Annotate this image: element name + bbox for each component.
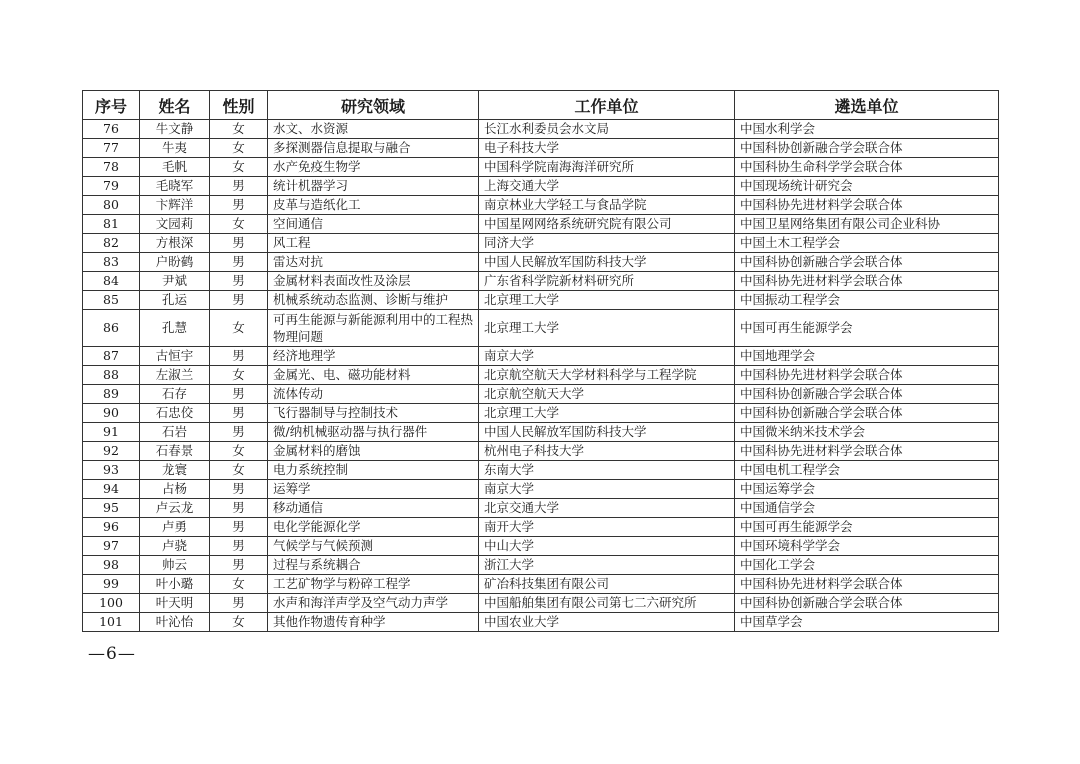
cell-name: 占杨 — [140, 480, 210, 499]
cell-nominator: 中国土木工程学会 — [735, 234, 999, 253]
cell-nominator: 中国运筹学会 — [735, 480, 999, 499]
cell-org: 上海交通大学 — [479, 177, 735, 196]
cell-name: 牛夷 — [140, 139, 210, 158]
cell-sex: 男 — [210, 537, 268, 556]
cell-nominator: 中国现场统计研究会 — [735, 177, 999, 196]
cell-name: 帅云 — [140, 556, 210, 575]
table-row — [83, 442, 999, 461]
cell-nominator: 中国卫星网络集团有限公司企业科协 — [735, 215, 999, 234]
cell-nominator: 中国科协创新融合学会联合体 — [735, 404, 999, 423]
cell-nominator: 中国可再生能源学会 — [735, 310, 999, 347]
cell-name: 古恒宇 — [140, 347, 210, 366]
cell-name: 叶沁怡 — [140, 613, 210, 632]
cell-name: 石存 — [140, 385, 210, 404]
cell-sex: 男 — [210, 556, 268, 575]
cell-sex: 男 — [210, 234, 268, 253]
cell-no: 95 — [83, 499, 140, 518]
cell-no: 92 — [83, 442, 140, 461]
cell-no: 96 — [83, 518, 140, 537]
cell-name: 卢勇 — [140, 518, 210, 537]
cell-sex: 男 — [210, 177, 268, 196]
table-row — [83, 404, 999, 423]
cell-field: 金属光、电、磁功能材料 — [268, 366, 479, 385]
cell-field: 气候学与气候预测 — [268, 537, 479, 556]
table-row — [83, 575, 999, 594]
cell-sex: 女 — [210, 442, 268, 461]
cell-field: 皮革与造纸化工 — [268, 196, 479, 215]
cell-sex: 男 — [210, 518, 268, 537]
cell-field: 飞行器制导与控制技术 — [268, 404, 479, 423]
cell-sex: 男 — [210, 385, 268, 404]
cell-org: 北京航空航天大学 — [479, 385, 735, 404]
cell-org: 中国船舶集团有限公司第七二六研究所 — [479, 594, 735, 613]
cell-no: 84 — [83, 272, 140, 291]
cell-sex: 男 — [210, 272, 268, 291]
cell-no: 89 — [83, 385, 140, 404]
cell-no: 100 — [83, 594, 140, 613]
cell-org: 杭州电子科技大学 — [479, 442, 735, 461]
table-row — [83, 556, 999, 575]
cell-nominator: 中国电机工程学会 — [735, 461, 999, 480]
cell-name: 尹斌 — [140, 272, 210, 291]
cell-field: 过程与系统耦合 — [268, 556, 479, 575]
cell-sex: 女 — [210, 310, 268, 347]
cell-org: 北京理工大学 — [479, 291, 735, 310]
header-row — [83, 91, 999, 120]
cell-field: 其他作物遗传育种学 — [268, 613, 479, 632]
cell-no: 82 — [83, 234, 140, 253]
cell-nominator: 中国草学会 — [735, 613, 999, 632]
table-row — [83, 480, 999, 499]
table-row — [83, 594, 999, 613]
cell-nominator: 中国振动工程学会 — [735, 291, 999, 310]
table-row — [83, 613, 999, 632]
cell-no: 86 — [83, 310, 140, 347]
cell-name: 方根深 — [140, 234, 210, 253]
cell-no: 94 — [83, 480, 140, 499]
cell-nominator: 中国环境科学学会 — [735, 537, 999, 556]
cell-field: 电力系统控制 — [268, 461, 479, 480]
cell-name: 牛文静 — [140, 120, 210, 139]
cell-sex: 女 — [210, 613, 268, 632]
cell-org: 北京理工大学 — [479, 310, 735, 347]
cell-nominator: 中国微米纳米技术学会 — [735, 423, 999, 442]
cell-org: 矿冶科技集团有限公司 — [479, 575, 735, 594]
cell-nominator: 中国水利学会 — [735, 120, 999, 139]
table-row — [83, 272, 999, 291]
cell-org: 中国人民解放军国防科技大学 — [479, 423, 735, 442]
cell-name: 石岩 — [140, 423, 210, 442]
cell-field: 运筹学 — [268, 480, 479, 499]
cell-no: 101 — [83, 613, 140, 632]
cell-field: 机械系统动态监测、诊断与维护 — [268, 291, 479, 310]
cell-sex: 女 — [210, 461, 268, 480]
cell-sex: 女 — [210, 575, 268, 594]
cell-nominator: 中国科协创新融合学会联合体 — [735, 385, 999, 404]
cell-nominator: 中国科协先进材料学会联合体 — [735, 196, 999, 215]
cell-name: 叶天明 — [140, 594, 210, 613]
cell-org: 中国星网网络系统研究院有限公司 — [479, 215, 735, 234]
cell-field: 电化学能源化学 — [268, 518, 479, 537]
table-header — [83, 91, 999, 120]
cell-field: 雷达对抗 — [268, 253, 479, 272]
table-row — [83, 537, 999, 556]
cell-name: 卢骁 — [140, 537, 210, 556]
cell-org: 中国农业大学 — [479, 613, 735, 632]
cell-sex: 男 — [210, 404, 268, 423]
cell-name: 孔运 — [140, 291, 210, 310]
cell-no: 76 — [83, 120, 140, 139]
cell-nominator: 中国通信学会 — [735, 499, 999, 518]
cell-no: 97 — [83, 537, 140, 556]
cell-sex: 女 — [210, 215, 268, 234]
table-row — [83, 310, 999, 347]
cell-nominator: 中国化工学会 — [735, 556, 999, 575]
cell-sex: 男 — [210, 423, 268, 442]
table-row — [83, 215, 999, 234]
cell-field: 统计机器学习 — [268, 177, 479, 196]
page-number: —6— — [88, 644, 136, 664]
table-row — [83, 139, 999, 158]
cell-field: 工艺矿物学与粉碎工程学 — [268, 575, 479, 594]
cell-org: 东南大学 — [479, 461, 735, 480]
header-no: 序号 — [83, 91, 140, 120]
cell-sex: 男 — [210, 291, 268, 310]
cell-org: 同济大学 — [479, 234, 735, 253]
cell-sex: 男 — [210, 347, 268, 366]
cell-no: 90 — [83, 404, 140, 423]
cell-nominator: 中国科协先进材料学会联合体 — [735, 366, 999, 385]
cell-no: 83 — [83, 253, 140, 272]
cell-name: 卞辉洋 — [140, 196, 210, 215]
table-body — [83, 120, 999, 632]
table-row — [83, 385, 999, 404]
cell-nominator: 中国可再生能源学会 — [735, 518, 999, 537]
table-row — [83, 253, 999, 272]
cell-nominator: 中国科协生命科学学会联合体 — [735, 158, 999, 177]
table-row — [83, 158, 999, 177]
table-row — [83, 518, 999, 537]
cell-nominator: 中国科协创新融合学会联合体 — [735, 253, 999, 272]
cell-field: 微/纳机械驱动器与执行器件 — [268, 423, 479, 442]
cell-sex: 女 — [210, 120, 268, 139]
header-sex: 性别 — [210, 91, 268, 120]
cell-field: 金属材料的磨蚀 — [268, 442, 479, 461]
cell-org: 中山大学 — [479, 537, 735, 556]
table-row — [83, 177, 999, 196]
cell-name: 毛帆 — [140, 158, 210, 177]
cell-sex: 女 — [210, 366, 268, 385]
cell-no: 85 — [83, 291, 140, 310]
cell-nominator: 中国地理学会 — [735, 347, 999, 366]
cell-org: 南京大学 — [479, 347, 735, 366]
cell-nominator: 中国科协先进材料学会联合体 — [735, 272, 999, 291]
cell-sex: 男 — [210, 253, 268, 272]
header-name: 姓名 — [140, 91, 210, 120]
cell-field: 可再生能源与新能源利用中的工程热物理问题 — [268, 310, 479, 347]
cell-sex: 女 — [210, 139, 268, 158]
cell-field: 水产免疫生物学 — [268, 158, 479, 177]
cell-org: 浙江大学 — [479, 556, 735, 575]
cell-org: 电子科技大学 — [479, 139, 735, 158]
table-row — [83, 120, 999, 139]
table-row — [83, 423, 999, 442]
table-row — [83, 366, 999, 385]
cell-name: 叶小璐 — [140, 575, 210, 594]
cell-name: 左淑兰 — [140, 366, 210, 385]
cell-no: 99 — [83, 575, 140, 594]
cell-name: 石忠佼 — [140, 404, 210, 423]
cell-field: 移动通信 — [268, 499, 479, 518]
cell-sex: 男 — [210, 594, 268, 613]
cell-nominator: 中国科协先进材料学会联合体 — [735, 575, 999, 594]
cell-no: 79 — [83, 177, 140, 196]
cell-no: 87 — [83, 347, 140, 366]
cell-name: 毛晓军 — [140, 177, 210, 196]
cell-field: 风工程 — [268, 234, 479, 253]
cell-field: 水声和海洋声学及空气动力声学 — [268, 594, 479, 613]
cell-org: 南京林业大学轻工与食品学院 — [479, 196, 735, 215]
cell-sex: 男 — [210, 499, 268, 518]
cell-no: 98 — [83, 556, 140, 575]
table-row — [83, 499, 999, 518]
cell-name: 孔慧 — [140, 310, 210, 347]
cell-nominator: 中国科协创新融合学会联合体 — [735, 594, 999, 613]
cell-no: 78 — [83, 158, 140, 177]
cell-org: 北京航空航天大学材料科学与工程学院 — [479, 366, 735, 385]
table-row — [83, 461, 999, 480]
cell-nominator: 中国科协创新融合学会联合体 — [735, 139, 999, 158]
cell-field: 多探测器信息提取与融合 — [268, 139, 479, 158]
cell-name: 石春景 — [140, 442, 210, 461]
cell-no: 81 — [83, 215, 140, 234]
cell-field: 流体传动 — [268, 385, 479, 404]
header-field: 研究领域 — [268, 91, 479, 120]
cell-name: 户盼鹤 — [140, 253, 210, 272]
cell-no: 91 — [83, 423, 140, 442]
table-row — [83, 347, 999, 366]
cell-no: 77 — [83, 139, 140, 158]
cell-org: 广东省科学院新材料研究所 — [479, 272, 735, 291]
cell-org: 中国科学院南海海洋研究所 — [479, 158, 735, 177]
cell-no: 80 — [83, 196, 140, 215]
cell-field: 空间通信 — [268, 215, 479, 234]
cell-org: 长江水利委员会水文局 — [479, 120, 735, 139]
cell-name: 龙寰 — [140, 461, 210, 480]
table-row — [83, 291, 999, 310]
table-row — [83, 234, 999, 253]
cell-sex: 男 — [210, 480, 268, 499]
cell-field: 水文、水资源 — [268, 120, 479, 139]
cell-org: 南京大学 — [479, 480, 735, 499]
cell-no: 93 — [83, 461, 140, 480]
cell-org: 南开大学 — [479, 518, 735, 537]
cell-nominator: 中国科协先进材料学会联合体 — [735, 442, 999, 461]
cell-field: 金属材料表面改性及涂层 — [268, 272, 479, 291]
cell-field: 经济地理学 — [268, 347, 479, 366]
cell-org: 中国人民解放军国防科技大学 — [479, 253, 735, 272]
cell-sex: 男 — [210, 196, 268, 215]
header-nominator: 遴选单位 — [735, 91, 999, 120]
cell-no: 88 — [83, 366, 140, 385]
cell-sex: 女 — [210, 158, 268, 177]
header-org: 工作单位 — [479, 91, 735, 120]
cell-name: 卢云龙 — [140, 499, 210, 518]
cell-name: 文园莉 — [140, 215, 210, 234]
cell-org: 北京理工大学 — [479, 404, 735, 423]
cell-org: 北京交通大学 — [479, 499, 735, 518]
roster-table — [82, 90, 999, 632]
table-row — [83, 196, 999, 215]
